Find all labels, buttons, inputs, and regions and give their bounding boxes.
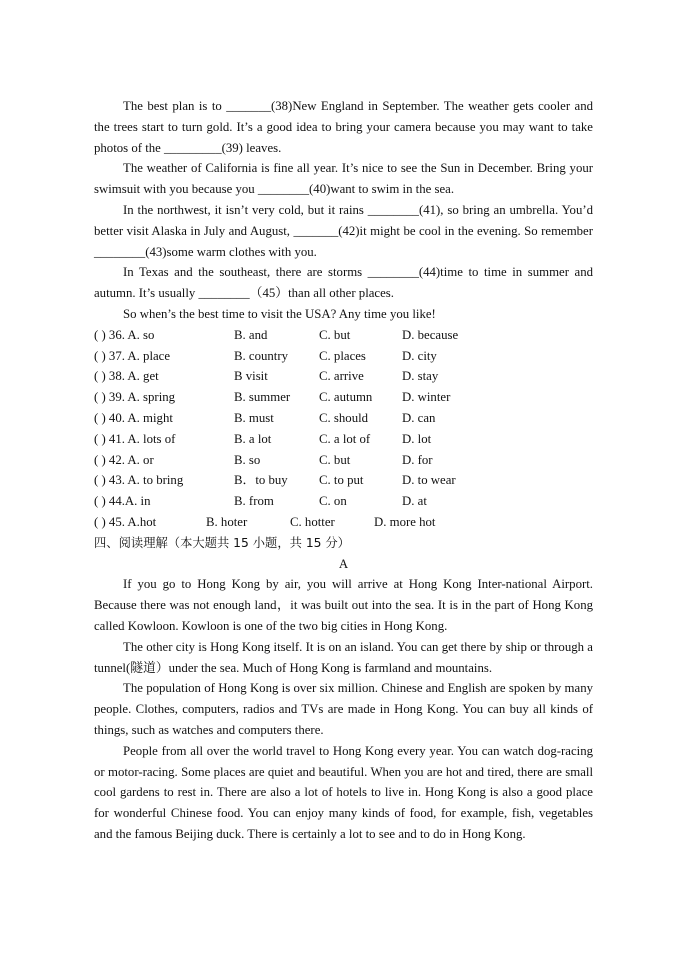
- question-43: ( ) 43. A. to bring: [94, 473, 184, 488]
- option-b: B. summer: [234, 390, 291, 405]
- option-c: C. should: [319, 410, 369, 425]
- question-44: ( ) 44.A. in: [94, 494, 151, 509]
- option-row-39: [94, 387, 593, 408]
- option-row-36: [94, 325, 593, 346]
- question-41: ( ) 41. A. lots of: [94, 431, 176, 446]
- option-b: B. country: [234, 348, 289, 363]
- cloze-paragraph-2: The weather of California is fine all year. It’s nice to see the Sun in December. Bring your swimsuit with you because you ________(40)want to swim in the sea.: [94, 161, 593, 197]
- option-d: D. lot: [402, 431, 432, 446]
- option-c: C. to put: [319, 473, 364, 488]
- reading-paragraph-4: People from all over the world travel to Hong Kong every year. You can watch dog-racing or motor-racing. Some places are quiet and beautiful. When you are hot and tired, there are small cool gardens to rest in. There are also a lot of hotels to live in. Hong Kong is also a good place for wonderful Chinese food. You can enjoy many kinds of food, for example, fish, vegetables and the famous Beijing duck. There is certainly a lot to see and to do in Hong Kong.: [94, 743, 593, 841]
- cloze-paragraph-4: In Texas and the southeast, there are storms ________(44)time to time in summer and autumn. It’s usually ________（45）than all other places.: [94, 265, 593, 301]
- option-d: D. to wear: [402, 473, 456, 488]
- option-d: D. more hot: [374, 514, 436, 529]
- option-c: C. on: [319, 494, 347, 509]
- option-d: D. can: [402, 410, 436, 425]
- question-42: ( ) 42. A. or: [94, 452, 154, 467]
- option-b: B. so: [234, 452, 261, 467]
- question-38: ( ) 38. A. get: [94, 369, 159, 384]
- question-40: ( ) 40. A. might: [94, 410, 173, 425]
- exam-page: [94, 96, 593, 845]
- cloze-options: [94, 325, 593, 533]
- option-row-37: [94, 346, 593, 367]
- part-label: A: [338, 556, 349, 571]
- question-45: ( ) 45. A.hot: [94, 514, 157, 529]
- option-c: C. a lot of: [319, 431, 371, 446]
- option-b: B. from: [234, 494, 274, 509]
- option-d: D. for: [402, 452, 433, 467]
- option-c: C. places: [319, 348, 366, 363]
- option-c: C. autumn: [319, 390, 373, 405]
- reading-paragraph-2: The other city is Hong Kong itself. It is on an island. You can get there by ship or through a tunnel(隧道）under the sea. Much of Hong Kong is farmland and mountains.: [94, 639, 593, 675]
- section-heading: 四、阅读理解（本大题共 15 小题，共 15 分）: [94, 535, 350, 550]
- option-b: B. and: [234, 327, 268, 342]
- option-d: D. winter: [402, 390, 451, 405]
- reading-paragraph-1: If you go to Hong Kong by air, you will arrive at Hong Kong Inter-national Airport. Because there was not enough land，it was built out into the sea. It is in the part of Hong Kong called Kowloon. Kowloon is one of the two big cities in Hong Kong.: [94, 577, 593, 633]
- option-row-41: [94, 429, 593, 450]
- option-row-42: [94, 450, 593, 471]
- option-row-40: [94, 408, 593, 429]
- cloze-paragraph-5: So when’s the best time to visit the USA? Any time you like!: [123, 306, 436, 321]
- cloze-paragraph-1: The best plan is to _______(38)New England in September. The weather gets cooler and the trees start to turn gold. It’s a good idea to bring your camera because you may want to take photos of the _________(39) leaves.: [94, 99, 593, 155]
- cloze-paragraph-3: In the northwest, it isn’t very cold, but it rains ________(41), so bring an umbrella. You’d better visit Alaska in July and August, _______(42)it might be cool in the evening. So remember ________(43)some warm clothes with you.: [94, 202, 593, 259]
- option-c: C. arrive: [319, 369, 364, 384]
- option-row-43: [94, 470, 593, 491]
- option-row-45: [94, 512, 593, 533]
- option-d: D. because: [402, 327, 459, 342]
- reading-paragraph-3: The population of Hong Kong is over six million. Chinese and English are spoken by many people. Clothes, computers, radios and TVs are made in Hong Kong. You can buy all kinds of things, such as watches and computers there.: [94, 681, 593, 737]
- option-c: C. but: [319, 327, 351, 342]
- question-36: ( ) 36. A. so: [94, 327, 155, 342]
- option-c: C. but: [319, 452, 351, 467]
- question-37: ( ) 37. A. place: [94, 348, 171, 363]
- option-row-44: [94, 491, 593, 512]
- question-39: ( ) 39. A. spring: [94, 390, 176, 405]
- option-b: B visit: [234, 369, 268, 384]
- option-d: D. stay: [402, 369, 439, 384]
- option-b: B. a lot: [234, 431, 272, 446]
- option-d: D. city: [402, 348, 437, 363]
- option-c: C. hotter: [290, 514, 335, 529]
- option-b: B．to buy: [234, 473, 288, 488]
- option-b: B. hoter: [206, 514, 248, 529]
- option-row-38: [94, 366, 593, 387]
- option-d: D. at: [402, 494, 427, 509]
- option-b: B. must: [234, 410, 274, 425]
